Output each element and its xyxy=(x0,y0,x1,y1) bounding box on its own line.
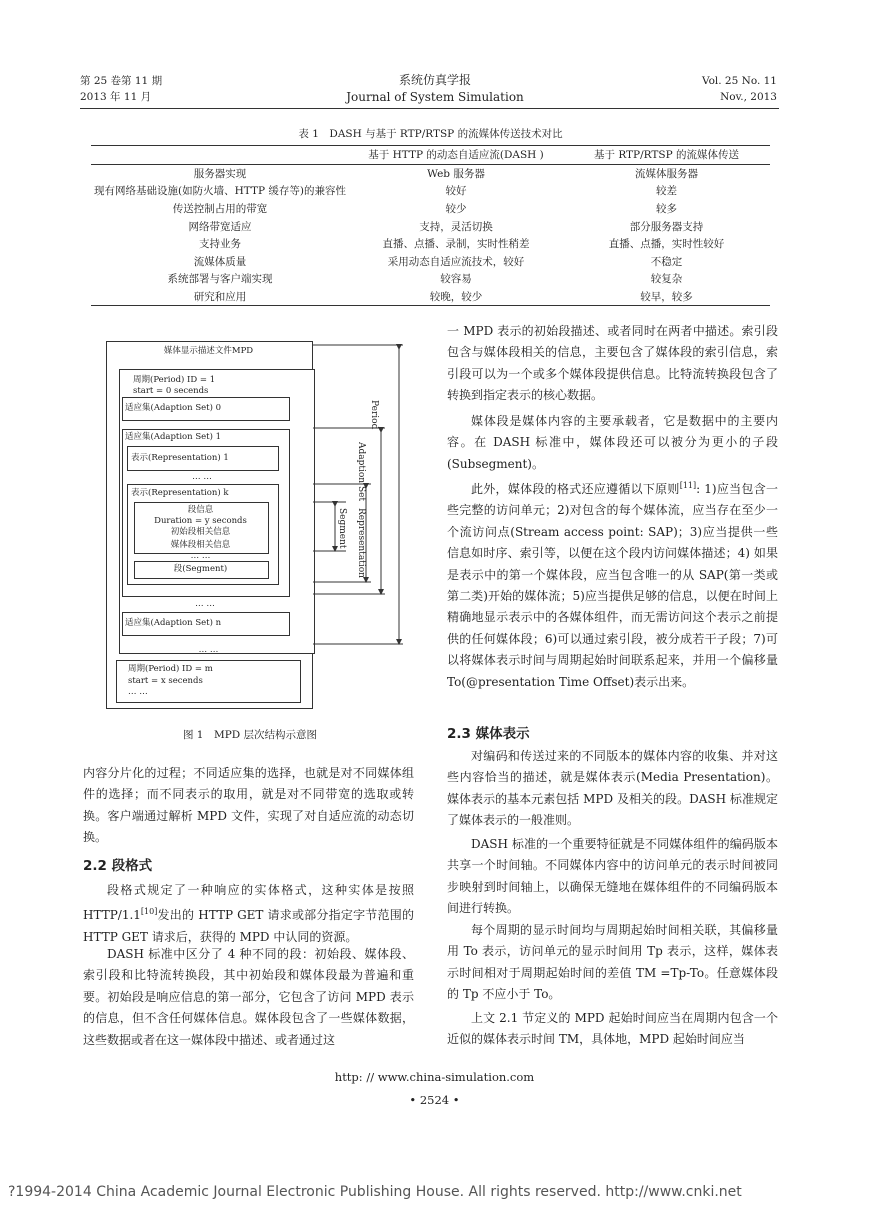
period1-start: start = 0 secends xyxy=(133,386,209,396)
table-cell: 服务器实现 xyxy=(193,167,247,180)
table-cell: 研究和应用 xyxy=(193,291,247,304)
paragraph-text: 段格式规定了一种响应的实体格式，这种实体是按照 HTTP/1.1 xyxy=(83,883,414,923)
segment-info-title: 段信息 xyxy=(187,505,214,515)
left-paragraph-3 xyxy=(83,944,414,1051)
table-row xyxy=(91,253,770,271)
representation-scope-label: Representation xyxy=(356,508,366,578)
right-paragraph-4 xyxy=(447,746,778,832)
left-paragraph-2 xyxy=(83,880,414,948)
right-paragraph-2 xyxy=(447,411,778,475)
journal-title-cn: 系统仿真学报 xyxy=(398,73,471,87)
adaption-scope-label: Adaption Set xyxy=(356,442,366,502)
segment-init-info: 初始段相关信息 xyxy=(170,527,231,537)
paragraph-text: DASH 标准中区分了 4 种不同的段：初始段、媒体段、索引段和比特流转换段，其中初始段和媒体段最为普遍和重要。初始段是响应信息的第一部分，它包含了访问 MPD 表示的信息，但不含任何媒体信息。媒体段包含了一些媒体数据，这些数据或者在这一媒体段中描述、或者通过这 xyxy=(83,947,414,1047)
paragraph-text: 此外，媒体段的格式还应遵循以下原则 xyxy=(471,482,680,496)
table-cell: 较早，较多 xyxy=(640,291,693,304)
table-cell: 较差 xyxy=(656,185,677,198)
paragraph-text: DASH 标准的一个重要特征就是不同媒体组件的编码版本共享一个时间轴。不同媒体内容中的访问单元的表示时间被同步映射到时间轴上，以确保无缝地在媒体组件的不同编码版本间进行转换。 xyxy=(447,837,778,916)
period1-id: 周期(Period) ID = 1 xyxy=(133,375,216,385)
citation-ref: [11] xyxy=(679,481,697,490)
copyright-notice: ?1994-2014 China Academic Journal Electronic Publishing House. All rights reserved. http://www.cnki.net xyxy=(8,1184,742,1200)
table-cell: Web 服务器 xyxy=(427,167,485,180)
segment-duration: Duration = y seconds xyxy=(154,516,247,526)
adaption-set-1-label: 适应集(Adaption Set) 1 xyxy=(125,432,222,442)
table-cell: 较多 xyxy=(656,203,677,216)
volume-issue-en: Vol. 25 No. 11 xyxy=(701,75,777,87)
figure-caption: 图 1 MPD 层次结构示意图 xyxy=(182,729,318,741)
right-paragraph-5 xyxy=(447,834,778,920)
representation-k-label: 表示(Representation) k xyxy=(131,488,229,498)
period-scope-label: Period xyxy=(369,400,379,430)
paragraph-text: 上文 2.1 节定义的 MPD 起始时间应当在周期内包含一个近似的媒体表示时间 TM，具体地，MPD 起始时间应当 xyxy=(447,1011,778,1047)
table-header-cell: 基于 RTP/RTSP 的流媒体传送 xyxy=(594,149,739,162)
period-m-start: start = x secends xyxy=(128,676,203,686)
paragraph-text: 内容分片化的过程；不同适应集的选择，也就是对不同媒体组件的选择；而不同表示的取用，就是对不同带宽的选取或转换。客户端通过解析 MPD 文件，实现了对自适应流的动态切换。 xyxy=(83,766,414,845)
table-cell: 不稳定 xyxy=(650,255,683,268)
journal-title-en: Journal of System Simulation xyxy=(346,90,524,104)
left-paragraph-1 xyxy=(83,763,414,849)
paragraph-text: 每个周期的显示时间均与周期起始时间相关联，其偏移量用 To 表示，访问单元的显示时间用 Tp 表示，这样，媒体表示时间相对于周期起始时间的差值 TM =Tp-To。任意媒体段的 Tp 不应小于 To。 xyxy=(447,923,778,1002)
table-cell: 支持业务 xyxy=(199,238,241,251)
header-rule xyxy=(80,108,779,109)
table-cell: 流媒体质量 xyxy=(193,255,247,268)
table-row xyxy=(91,270,770,288)
right-paragraph-1 xyxy=(447,321,778,407)
segment-label: 段(Segment) xyxy=(173,564,228,574)
table-cell: 流媒体服务器 xyxy=(635,167,698,180)
right-paragraph-6 xyxy=(447,920,778,1006)
representation-1-label: 表示(Representation) 1 xyxy=(131,453,229,463)
footer-url: http: // www.china-simulation.com xyxy=(334,1070,535,1084)
page-number: • 2524 • xyxy=(409,1093,460,1107)
table-cell: 采用动态自适应流技术，较好 xyxy=(387,255,525,268)
paragraph-text: 媒体段是媒体内容的主要承载者，它是数据中的主要内容。在 DASH 标准中，媒体段还可以被分为更小的子段(Subsegment)。 xyxy=(447,414,778,471)
paragraph-text: 对编码和传送过来的不同版本的媒体内容的收集、并对这些内容恰当的描述，就是媒体表示(Media Presentation)。媒体表示的基本元素包括 MPD 及相关的段。DASH 标准规定了媒体表示的一般准则。 xyxy=(447,749,778,828)
table-cell: 较好 xyxy=(445,185,467,198)
period-m-ellipsis: … … xyxy=(128,687,148,697)
section-2-2-heading: 2.2 段格式 xyxy=(83,858,153,874)
table-row xyxy=(91,217,770,235)
table-cell: 直播、点播、录制，实时性稍差 xyxy=(382,238,530,251)
representation-ellipsis: … … xyxy=(192,472,212,482)
volume-issue: 第 25 卷第 11 期 xyxy=(80,75,163,87)
period-m-id: 周期(Period) ID = m xyxy=(128,664,213,674)
citation-ref: [10] xyxy=(140,907,158,917)
table-row xyxy=(91,182,770,200)
table-cell: 较晚，较少 xyxy=(429,291,483,304)
adaption-set-0-label: 适应集(Adaption Set) 0 xyxy=(125,403,222,413)
table-header-cell xyxy=(91,146,349,165)
table-cell: 传送控制占用的带宽 xyxy=(172,203,268,216)
segment-ellipsis: … … xyxy=(190,551,211,561)
issue-date: 2013 年 11 月 xyxy=(80,91,152,103)
table-cell: 较容易 xyxy=(440,273,472,286)
period-ellipsis: … … xyxy=(198,645,219,655)
adaption-ellipsis: … … xyxy=(195,599,215,609)
issue-date-en: Nov., 2013 xyxy=(720,91,777,103)
table-cell: 系统部署与客户端实现 xyxy=(167,273,273,286)
table-cell: 支持，灵活切换 xyxy=(419,220,493,233)
paragraph-text: 发出的 HTTP GET 请求或部分指定字节范围的 HTTP GET 请求后，获得的 MPD 中认同的资源。 xyxy=(83,908,414,944)
segment-media-info: 媒体段相关信息 xyxy=(170,540,231,550)
segment-scope-label: Segment xyxy=(337,508,347,549)
right-paragraph-3 xyxy=(447,475,778,693)
table-cell: 较复杂 xyxy=(650,273,683,286)
section-2-3-heading: 2.3 媒体表示 xyxy=(447,726,530,742)
table-cell: 网络带宽适应 xyxy=(188,220,252,233)
table-cell: 直播、点播，实时性较好 xyxy=(608,238,725,251)
mpd-title: 媒体显示描述文件MPD xyxy=(163,346,254,356)
table-header-cell: 基于 HTTP 的动态自适应流(DASH ) xyxy=(368,149,544,162)
table-row xyxy=(91,288,770,306)
table-cell: 部分服务器支持 xyxy=(629,220,704,233)
table-cell: 现有网络基础设施(如防火墙、HTTP 缓存等)的兼容性 xyxy=(94,185,346,198)
table-row xyxy=(91,164,770,182)
table-row xyxy=(91,200,770,218)
adaption-set-n-label: 适应集(Adaption Set) n xyxy=(125,618,222,628)
table-cell: 较少 xyxy=(445,203,467,216)
right-paragraph-7 xyxy=(447,1008,778,1051)
paragraph-text: : 1)应当包含一些完整的访问单元；2)对包含的每个媒体流，应当存在至少一个流访问点(Stream access point: SAP)；3)应当提供一些信息如时序、索引等，以便在这个段内访问媒体描述；4) 如果是表示中的第一个媒体段，应当包含唯一的从 SAP(第一类或第二类)开始的媒体流；5)应当提供足够的信息，以便在时间上精确地显示表示中的各媒体组件，而无需访问这个表示之前提供的任何媒体段；6)可以通过索引段，被分成若干子段；7)可以将媒体表示时间与周期起始时间联系起来，并用一个偏移量 To(@presentation Time Offset)表示出来。 xyxy=(447,482,778,689)
comparison-table xyxy=(91,145,770,306)
table-row xyxy=(91,235,770,253)
table-caption: 表 1 DASH 与基于 RTP/RTSP 的流媒体传送技术对比 xyxy=(298,128,563,140)
paragraph-text: 一 MPD 表示的初始段描述、或者同时在两者中描述。索引段包含与媒体段相关的信息，主要包含了媒体段的索引信息，索引段可以为一个或多个媒体段提供信息。比特流转换段包含了转换到指定表示的核心数据。 xyxy=(447,324,778,403)
